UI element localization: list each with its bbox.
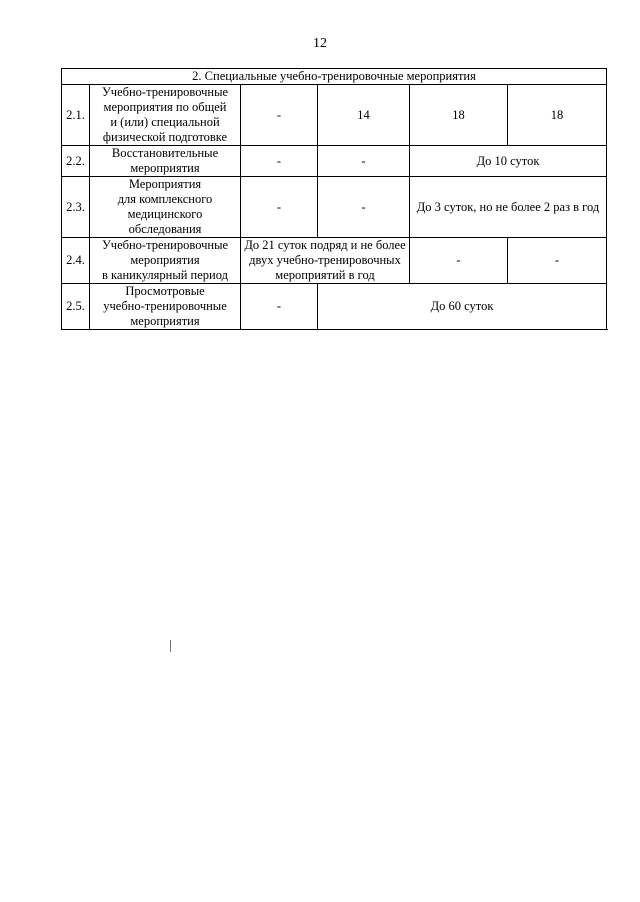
event-name-line: обследования (128, 222, 202, 236)
training-events-table (61, 68, 607, 330)
event-name (90, 284, 241, 330)
event-name (90, 146, 241, 177)
event-name-line: и (или) специальной (110, 115, 220, 129)
event-name-line: мероприятия (130, 161, 200, 175)
event-name-line: для комплексного (117, 192, 213, 206)
table-row (62, 177, 607, 238)
event-name (90, 177, 241, 238)
event-name-line: мероприятия (130, 314, 200, 328)
duration-cell: - (241, 284, 318, 330)
duration-cell: - (410, 238, 508, 284)
section-header-row (62, 69, 607, 85)
table-row (62, 146, 607, 177)
event-name-line: мероприятия по общей (103, 100, 227, 114)
event-name-line: мероприятия (130, 253, 200, 267)
event-name-line: Мероприятия (128, 177, 202, 191)
duration-cell: - (508, 238, 607, 284)
event-name-line: физической подготовке (102, 130, 228, 144)
duration-cell: 18 (508, 85, 607, 146)
duration-cell: - (241, 85, 318, 146)
event-name-line: Учебно-тренировочные (101, 85, 229, 99)
duration-cell: - (241, 146, 318, 177)
event-name-line: в каникулярный период (101, 268, 228, 282)
duration-cell: - (318, 146, 410, 177)
row-number: 2.2. (62, 146, 90, 177)
duration-cell: До 10 суток (410, 146, 607, 177)
row-number: 2.5. (62, 284, 90, 330)
event-name-line: учебно-тренировочные (103, 299, 227, 313)
event-name-line: Учебно-тренировочные (101, 238, 229, 252)
duration-cell: 18 (410, 85, 508, 146)
event-name (90, 238, 241, 284)
page-number: 12 (313, 36, 327, 51)
duration-cell: До 3 суток, но не более 2 раз в год (410, 177, 607, 238)
table-row (62, 85, 607, 146)
event-name-line: Просмотровые (125, 284, 205, 298)
event-name (90, 85, 241, 146)
row-number: 2.4. (62, 238, 90, 284)
event-name-line: медицинского (127, 207, 203, 221)
duration-cell: До 21 суток подряд и не более двух учебно-тренировочных мероприятий в год (241, 238, 410, 284)
section-title: 2. Специальные учебно-тренировочные мероприятия (62, 69, 607, 85)
row-number: 2.1. (62, 85, 90, 146)
duration-cell: - (241, 177, 318, 238)
scan-artifact (170, 640, 171, 652)
event-name-line: Восстановительные (111, 146, 219, 160)
table-row (62, 238, 607, 284)
duration-cell: До 60 суток (318, 284, 607, 330)
duration-cell: 14 (318, 85, 410, 146)
row-number: 2.3. (62, 177, 90, 238)
duration-cell: - (318, 177, 410, 238)
table-row (62, 284, 607, 330)
